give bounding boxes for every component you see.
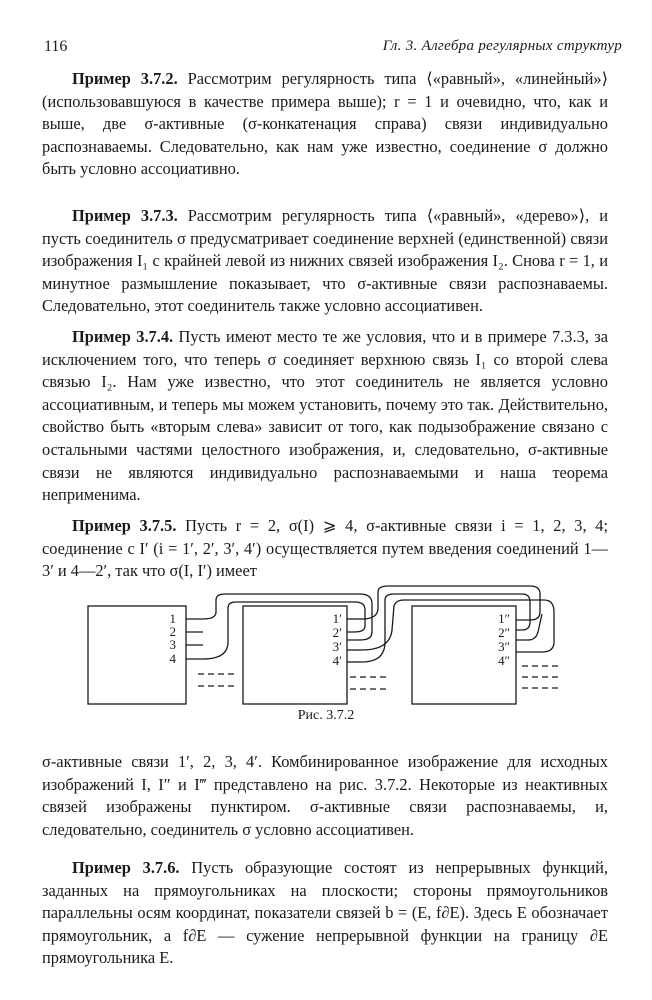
example-heading: Пример 3.7.6.	[72, 858, 180, 877]
paragraph-example-3-7-4	[42, 326, 608, 507]
bond-label: 4′	[332, 653, 342, 668]
example-heading: Пример 3.7.4.	[72, 327, 174, 346]
paragraph-example-3-7-6	[42, 857, 608, 970]
paragraph-example-3-7-5-cont	[42, 751, 608, 841]
bond-label: 4″	[498, 653, 510, 668]
example-heading: Пример 3.7.3.	[72, 206, 178, 225]
bond-label: 1′	[332, 611, 342, 626]
paragraph-text: σ-активные связи 1′, 2, 3, 4′. Комбинированное изображение для исходных изображений I, I″ и I‴ представлено на рис. 3.7.2. Некоторые из неактивных связей изображены пунктиром. σ-активные связи распознаваемы, и, следовательно, соединитель σ условно ассоциативен.	[42, 752, 608, 839]
bond-label: 1″	[498, 611, 510, 626]
running-title: Гл. 3. Алгебра регулярных структур	[382, 38, 622, 54]
paragraph-text: Пусть r = 2, σ(I) ⩾ 4, σ-активные связи i = 1, 2, 3, 4; соединение с I′ (i = 1′, 2′, 3′, 4′) осуществляется путем введения соединений 1—3′ и 4—2′, так что σ(I, I′) имеет	[42, 516, 608, 581]
paragraph-example-3-7-3	[42, 205, 608, 318]
paragraph-example-3-7-5	[42, 515, 608, 583]
page-header	[44, 38, 622, 60]
bond-label: 1	[169, 611, 176, 626]
paragraph-example-3-7-2	[42, 68, 608, 181]
bond-label: 4	[169, 651, 176, 666]
bond-label: 3	[169, 637, 176, 652]
bond-label: 2′	[332, 625, 342, 640]
paragraph-text: Рассмотрим регулярность типа ⟨«равный», «дерево»⟩, и пусть соединитель σ предусматривает соединение верхней (единственной) связи изображения I₁ с крайней левой из нижних связей изображения I₂. Снова r = 1, и минутное размышление показывает, что σ-активные связи распознаваемы. Следовательно, этот соединитель также условно ассоциативен.	[42, 206, 609, 316]
bond-label: 3″	[498, 639, 510, 654]
paragraph-text: Рассмотрим регулярность типа ⟨«равный», «линейный»⟩ (использовавшуюся в качестве примера выше); r = 1 и очевидно, что, как и выше, две σ-активные (σ-конкатенация справа) связи индивидуально распознаваемы. Следовательно, как нам уже известно, соединение σ должно быть условно ассоциативно.	[42, 69, 608, 179]
bond-label: 3′	[332, 639, 342, 654]
figure-caption: Рис. 3.7.2	[297, 708, 355, 723]
paragraph-text: Пусть имеют место те же условия, что и в примере 7.3.3, за исключением того, что теперь σ соединяет верхнюю связь I₁ со второй слева связью I₂. Нам уже известно, что этот соединитель не является условно ассоциативным, и теперь мы можем установить, почему это так. Действительно, свойство быть «вторым слева» зависит от того, как подызображение связано с остальными частями целостного изображения, и, следовательно, σ-активные связи не являются индивидуально распознаваемыми и наша теорема неприменима.	[42, 327, 608, 505]
example-heading: Пример 3.7.5.	[72, 516, 177, 535]
bond-label: 2″	[498, 625, 510, 640]
example-heading: Пример 3.7.2.	[72, 69, 178, 88]
paragraph-text: Пусть образующие состоят из непрерывных функций, заданных на прямоугольниках на плоскости; стороны прямоугольников параллельны осям координат, показатели связей b = (E, f∂E). Здесь E обозначает прямоугольник, а f∂E — сужение непрерывной функции на границу ∂E прямоугольника E.	[42, 858, 608, 968]
image-box-2	[243, 606, 347, 704]
page-number: 116	[44, 38, 68, 55]
bond-label: 2	[169, 624, 176, 639]
